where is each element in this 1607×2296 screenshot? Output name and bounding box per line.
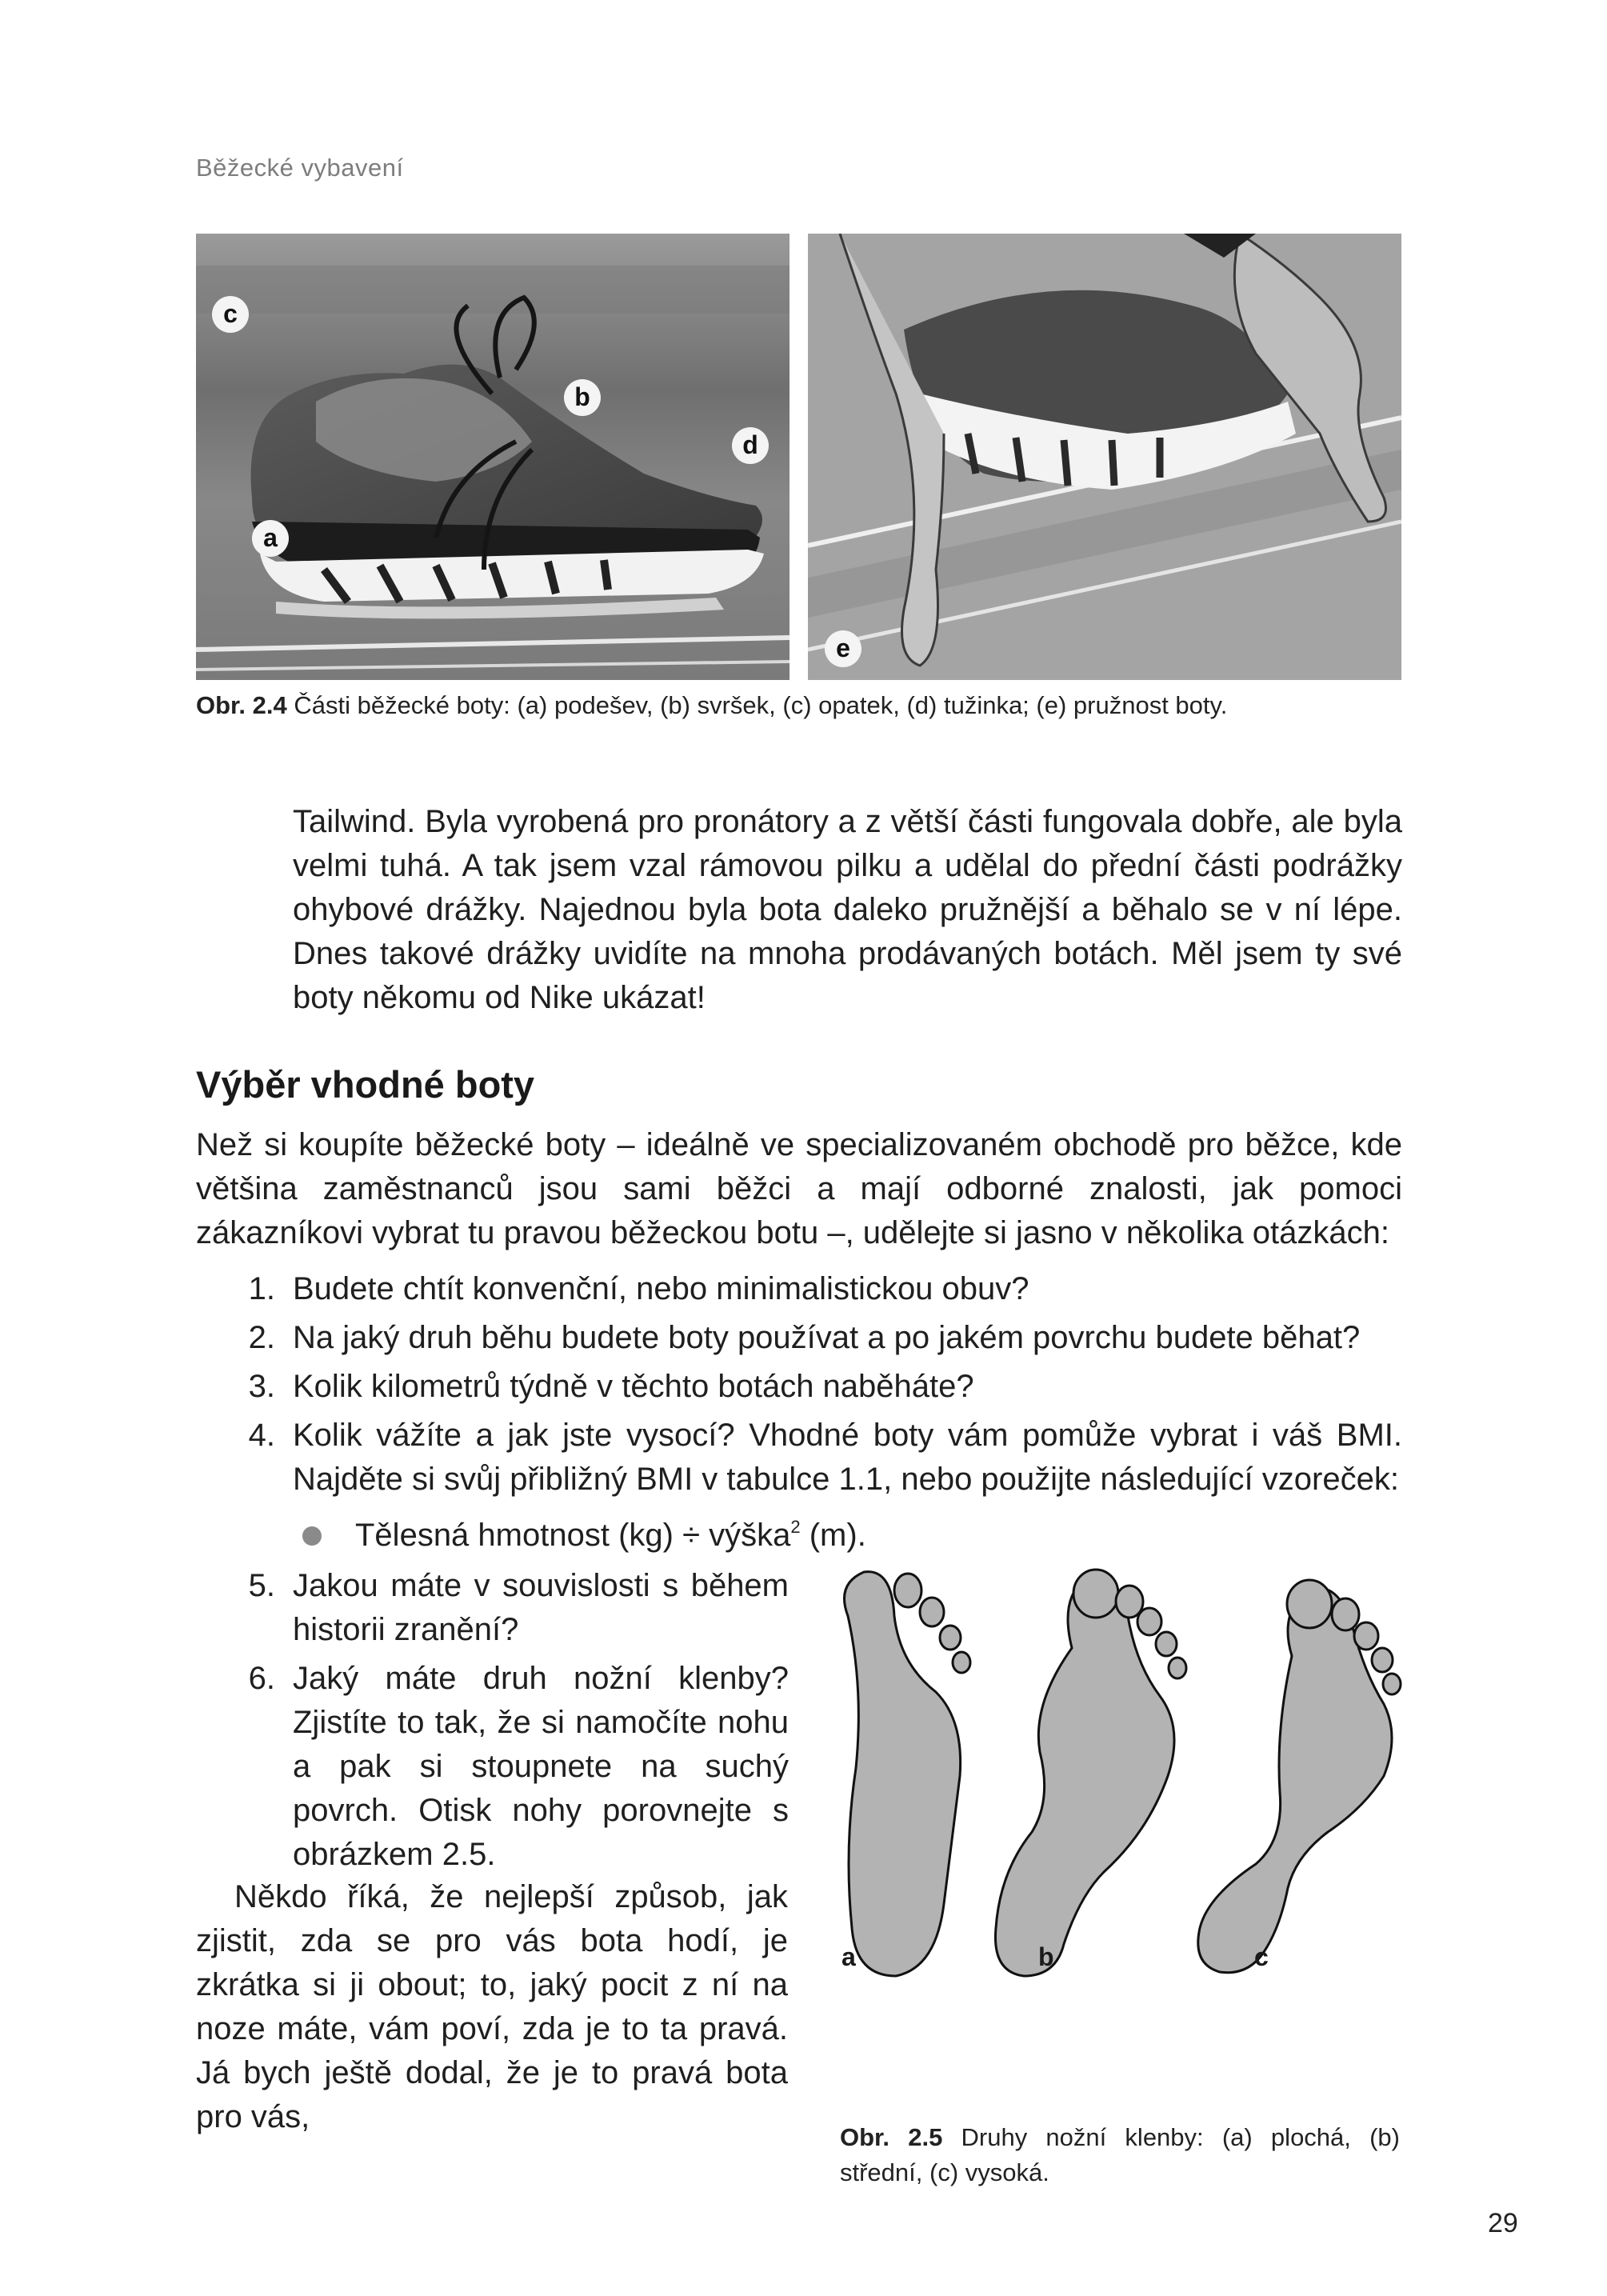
question-number: 3. bbox=[248, 1369, 275, 1404]
section-heading: Výběr vhodné boty bbox=[196, 1063, 535, 1106]
question-number: 5. bbox=[248, 1568, 275, 1603]
page-number: 29 bbox=[1488, 2208, 1518, 2238]
bmi-formula-text bbox=[355, 1514, 866, 1558]
figure-2-5-text: Druhy nožní klenby: (a) plochá, (b) střední, (c) vysoká. bbox=[840, 2123, 1400, 2186]
figure-2-4-caption bbox=[196, 688, 1404, 723]
question-text: Jaký máte druh nožní klenby? Zjistíte to tak, že si namočíte nohu a pak si stoupnete na suchý povrch. Otisk nohy porovnejte s obrázkem 2.5. bbox=[293, 1661, 789, 1872]
shoe-flex-illustration bbox=[808, 234, 1401, 680]
figure-2-4-text: Části běžecké boty: (a) podešev, (b) svršek, (c) opatek, (d) tužinka; (e) pružnost boty. bbox=[286, 691, 1228, 719]
running-head: Běžecké vybavení bbox=[196, 154, 404, 182]
question-text: Budete chtít konvenční, nebo minimalistickou obuv? bbox=[293, 1271, 1029, 1306]
label-b: b bbox=[564, 379, 601, 416]
footprint-label-c: c bbox=[1254, 1942, 1269, 1971]
bmi-formula-exponent: 2 bbox=[790, 1517, 801, 1537]
footprints-illustration bbox=[832, 1568, 1408, 1992]
footprint-medium bbox=[995, 1570, 1186, 1976]
footprint-high bbox=[1198, 1580, 1401, 1973]
question-text: Na jaký druh běhu budete boty používat a po jakém povrchu budete běhat? bbox=[293, 1320, 1361, 1355]
footprint-label-a: a bbox=[841, 1942, 856, 1971]
bmi-formula-main: Tělesná hmotnost (kg) ÷ výška bbox=[355, 1518, 791, 1553]
question-number: 2. bbox=[248, 1320, 275, 1355]
label-d: d bbox=[732, 427, 769, 464]
quote-paragraph bbox=[293, 800, 1402, 1020]
shoe-flex-photo bbox=[808, 234, 1401, 680]
intro-paragraph: Než si koupíte běžecké boty – ideálně ve specializovaném obchodě pro běžce, kde většina zaměstnanců jsou sami běžci a mají odborné znalosti, jak pomoci zákazníkovi vybrat tu pravou běžeckou botu –, udělejte si jasno v několika otázkách: bbox=[196, 1127, 1402, 1250]
question-number: 1. bbox=[248, 1271, 275, 1306]
question-text: Kolik kilometrů týdně v těchto botách naběháte? bbox=[293, 1369, 974, 1404]
figure-2-5-number: Obr. 2.5 bbox=[840, 2123, 943, 2151]
question-number: 6. bbox=[248, 1661, 275, 1696]
footprint-label-b: b bbox=[1038, 1942, 1054, 1971]
label-e: e bbox=[825, 630, 861, 667]
figure-2-4-number: Obr. 2.4 bbox=[196, 691, 287, 719]
shoe-parts-illustration bbox=[196, 234, 790, 680]
label-a: a bbox=[252, 520, 289, 557]
question-number: 4. bbox=[248, 1418, 275, 1453]
label-c: c bbox=[212, 296, 249, 333]
question-text: Kolik vážíte a jak jste vysocí? Vhodné boty vám pomůže vybrat i váš BMI. Najděte si svůj přibližný BMI v tabulce 1.1, nebo použijte následující vzoreček: bbox=[293, 1418, 1402, 1497]
bullet-dot bbox=[302, 1526, 322, 1546]
body-paragraph: Někdo říká, že nejlepší způsob, jak zjistit, zda se pro vás bota hodí, je zkrátka si ji obout; to, jaký pocit z ní na noze máte, vám poví, zda je to ta pravá. Já bych ještě dodal, že je to pravá bota pro vás, bbox=[196, 1879, 788, 2134]
figure-2-5-caption bbox=[840, 2120, 1400, 2190]
quote-text: Tailwind. Byla vyrobená pro pronátory a z větší části fungovala dobře, ale byla velmi tuhá. A tak jsem vzal rámovou pilku a udělal do přední části podrážky ohybové drážky. Najednou byla bota daleko pružnější a běhalo se v ní lépe. Dnes takové drážky uvidíte na mnoha prodávaných botách. Měl jsem ty své boty někomu od Nike ukázat! bbox=[293, 804, 1402, 1015]
shoe-parts-photo bbox=[196, 234, 790, 680]
footprint-flat bbox=[845, 1572, 971, 1976]
question-text: Jakou máte v souvislosti s během historii zranění? bbox=[293, 1568, 789, 1647]
bmi-formula-unit: (m). bbox=[800, 1518, 866, 1553]
